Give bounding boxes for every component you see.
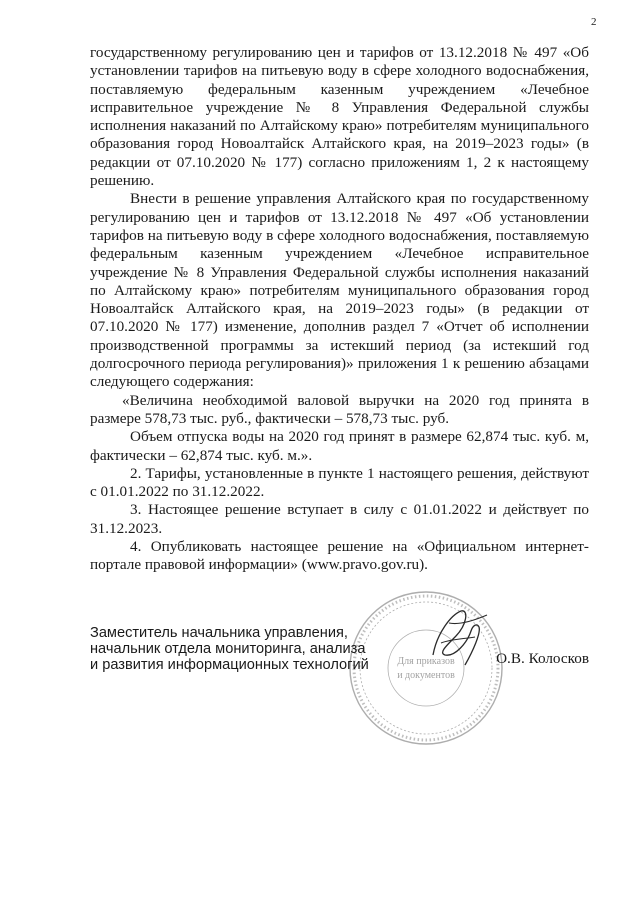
- paragraph-tariff-period: 2. Тарифы, установленные в пункте 1 настоящего решения, действуют с 01.01.2022 по 31.12.2022.: [90, 464, 589, 501]
- paragraph-water-volume: Объем отпуска воды на 2020 год принят в размере 62,874 тыс. куб. м, фактически – 62,874 тыс. куб. м.».: [90, 428, 589, 464]
- page-number: 2: [591, 16, 597, 28]
- seal-text: Для приказов: [397, 656, 455, 667]
- signatory-position-line-1: Заместитель начальника управления,: [90, 625, 348, 641]
- signatory-position-line-3: и развития информационных технологий: [90, 657, 369, 673]
- paragraph-revenue: «Величина необходимой валовой выручки на 2020 год принята в размере 578,73 тыс. руб., фактически – 578,73 тыс. руб.: [90, 391, 589, 427]
- paragraph-amendment: Внести в решение управления Алтайского края по государственному регулированию цен и тарифов от 13.12.2018 № 497 «Об установлении тарифов на питьевую воду в сфере холодного водоснабжения, поставляемую федеральным казенным учреждением «Лечебное исправительное учреждение № 8 Управления Федеральной службы исполнения наказаний по Алтайскому краю» потребителям муниципального образования город Новоалтайск Алтайского края, на 2019–2023 годы» (в редакции от 07.10.2020 № 177) изменение, дополнив раздел 7 «Отчет об исполнении производственной программы за истекший период (за истекший год долгосрочного периода регулирования)» приложения 1 к решению абзацами следующего содержания:: [90, 190, 589, 391]
- signature-block: [90, 625, 589, 685]
- paragraph-effective-date: 3. Настоящее решение вступает в силу с 01.01.2022 и действует по 31.12.2023.: [90, 501, 589, 537]
- signatory-position-line-2: начальник отдела мониторинга, анализа: [90, 641, 366, 657]
- signatory-name: О.В. Колосков: [496, 650, 589, 667]
- paragraph-continuation: государственному регулированию цен и тарифов от 13.12.2018 № 497 «Об установлении тарифов на питьевую воду в сфере холодного водоснабжения, поставляемую федеральным казенным учреждением «Лечебное исправительное учреждение № 8 Управления Федеральной службы исполнения наказаний по Алтайскому краю» потребителям муниципального образования город Новоалтайск Алтайского края, на 2019–2023 годы» (в редакции от 07.10.2020 № 177) согласно приложениям 1, 2 к настоящему решению.: [90, 44, 589, 190]
- document-body: [90, 44, 589, 575]
- svg-text:и документов: и документов: [397, 670, 455, 681]
- paragraph-publication: 4. Опубликовать настоящее решение на «Официальном интернет-портале правовой информации» (www.pravo.gov.ru).: [90, 538, 589, 574]
